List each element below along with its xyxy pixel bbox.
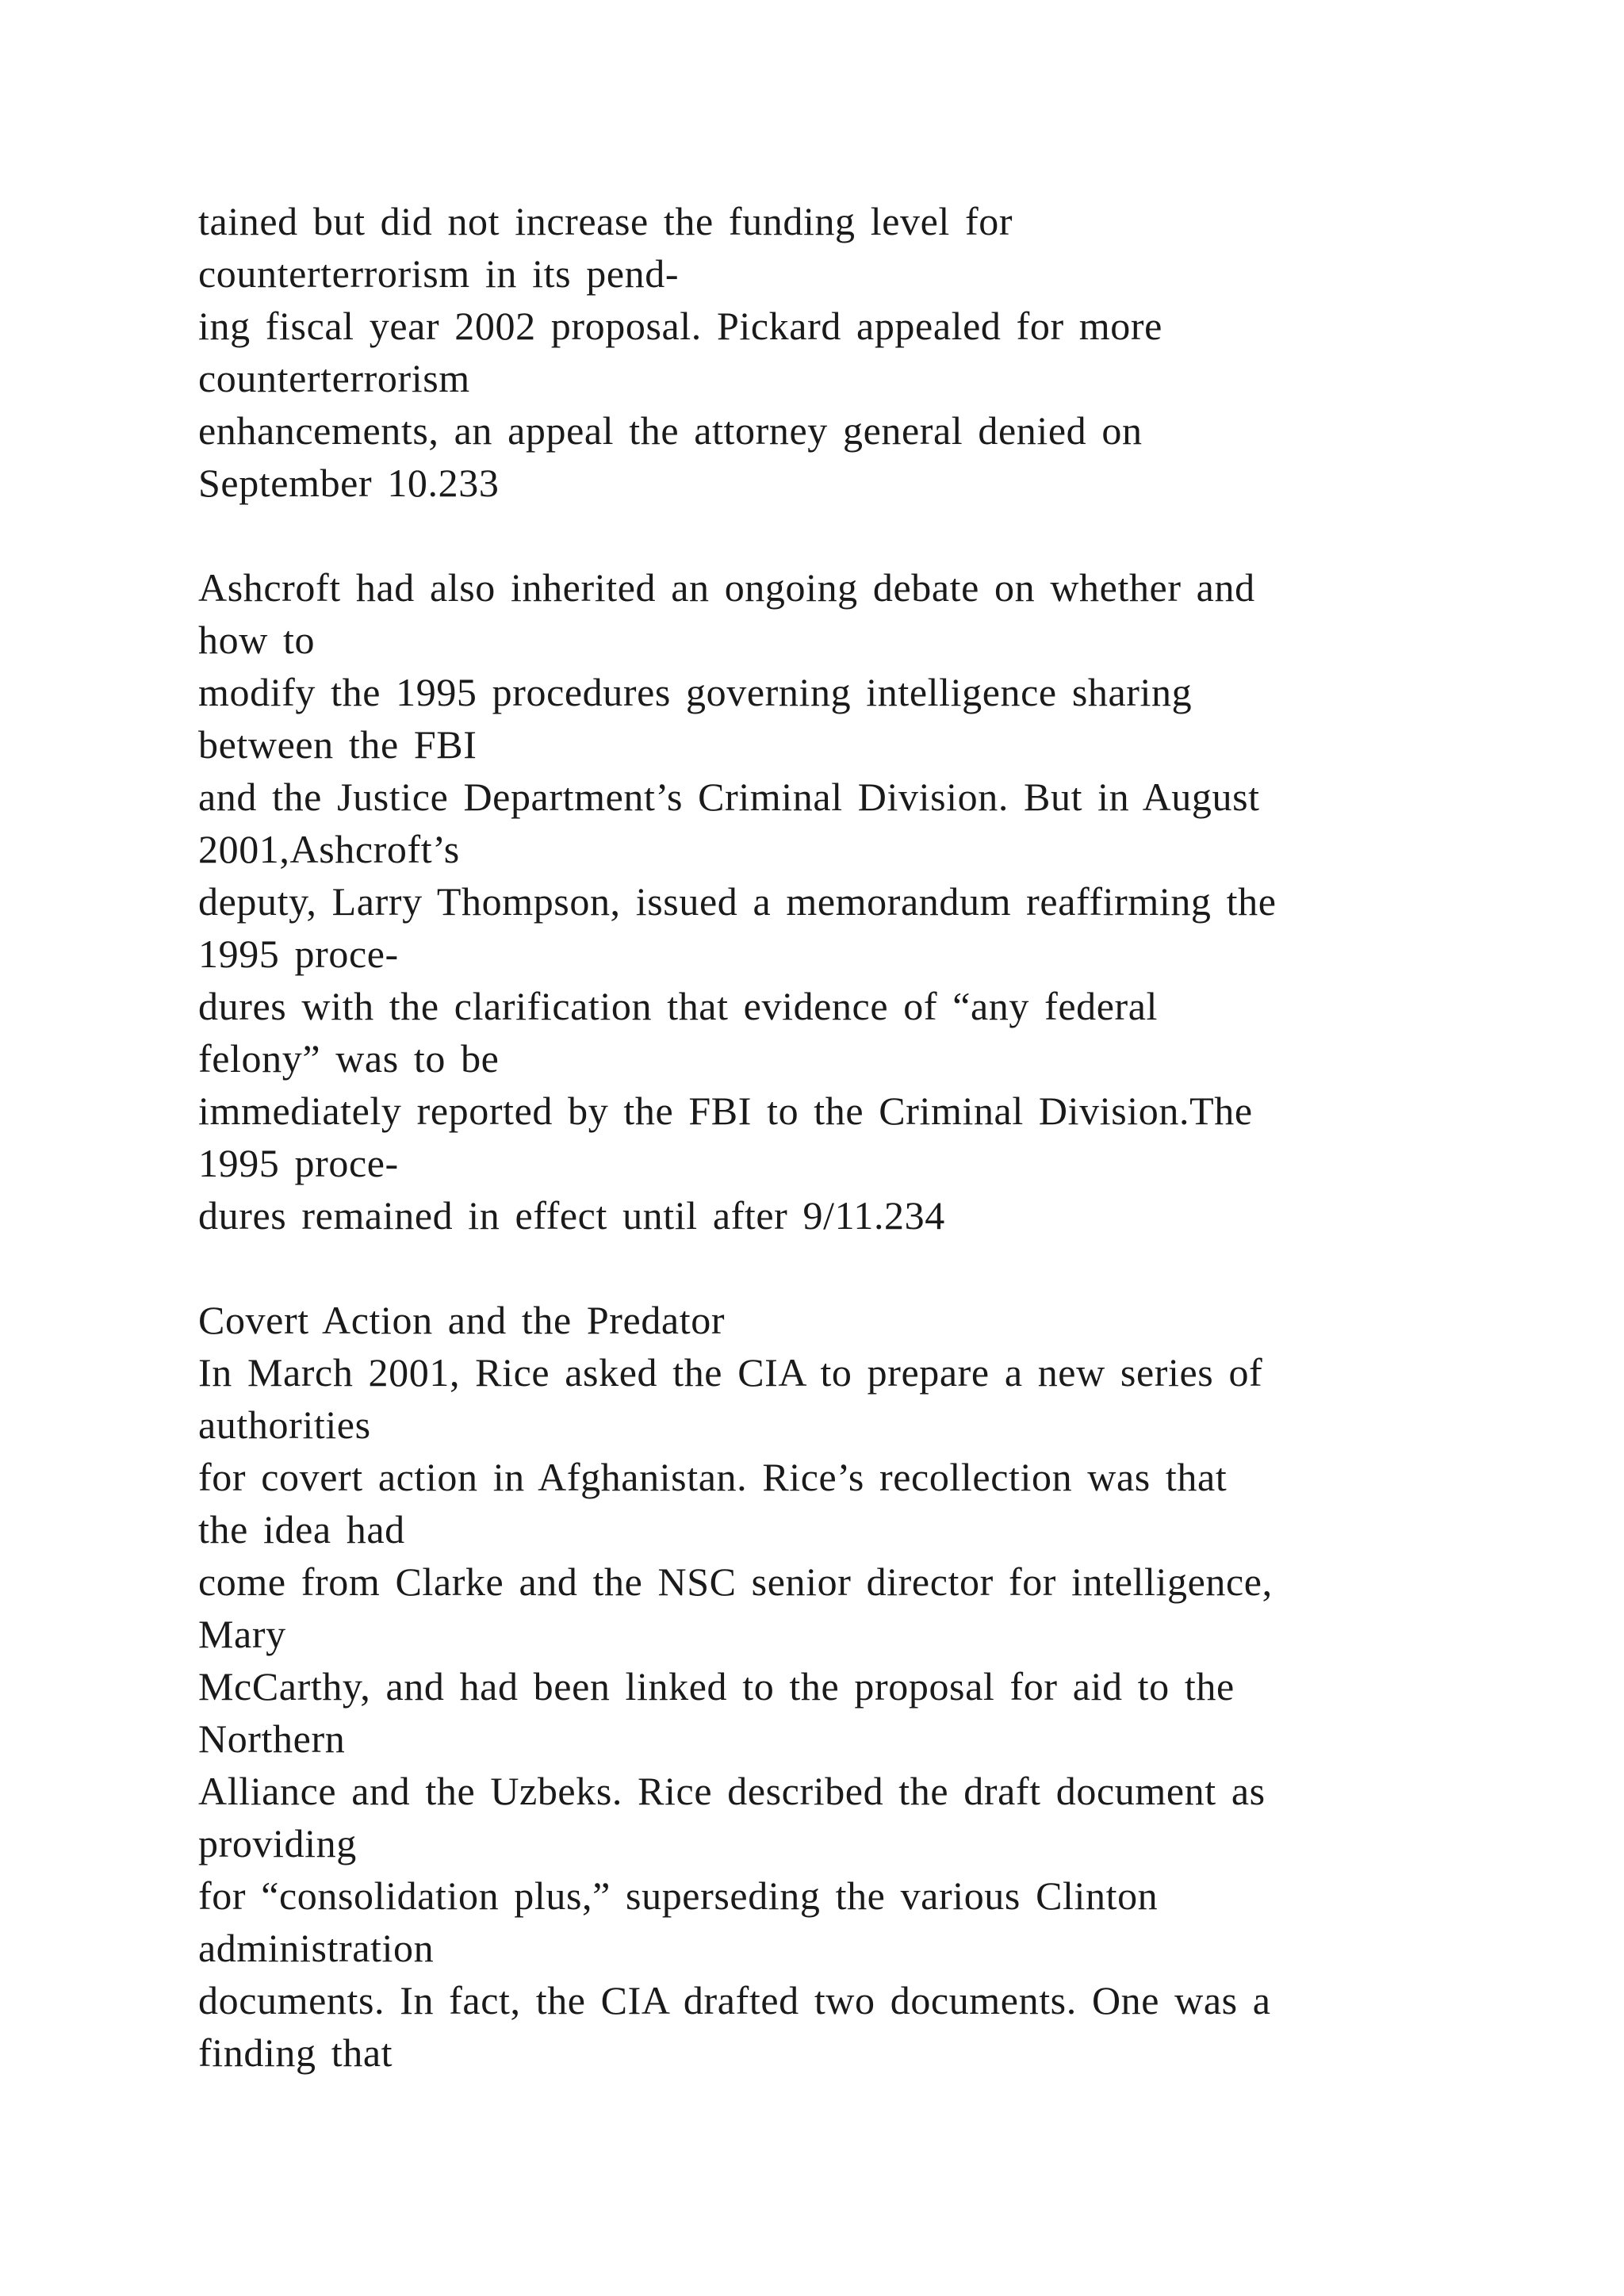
text-line: 1995 proce- [198, 932, 399, 976]
text-line: administration [198, 1926, 435, 1970]
text-line: immediately reported by the FBI to the Criminal Division.The [198, 1089, 1253, 1133]
text-line: 1995 proce- [198, 1141, 399, 1185]
text-line: McCarthy, and had been linked to the proposal for aid to the [198, 1664, 1235, 1709]
text-line: the idea had [198, 1507, 405, 1552]
paragraph-gap [198, 509, 1435, 561]
paragraph [198, 1294, 1435, 2079]
text-line: how to [198, 618, 316, 662]
text-line: dures remained in effect until after 9/11.234 [198, 1193, 945, 1238]
text-line: dures with the clarification that evidence of “any federal [198, 984, 1159, 1028]
text-line: deputy, Larry Thompson, issued a memorandum reaffirming the [198, 879, 1277, 924]
text-line: Northern [198, 1716, 346, 1761]
text-line: In March 2001, Rice asked the CIA to prepare a new series of [198, 1350, 1263, 1395]
text-line: September 10.233 [198, 461, 500, 505]
text-line: finding that [198, 2030, 393, 2075]
text-line: felony” was to be [198, 1036, 500, 1081]
text-line: Alliance and the Uzbeks. Rice described the draft document as [198, 1769, 1266, 1813]
body-text [198, 195, 1435, 2079]
text-line: Ashcroft had also inherited an ongoing debate on whether and [198, 565, 1255, 610]
text-line: authorities [198, 1402, 371, 1447]
text-line: ing fiscal year 2002 proposal. Pickard appealed for more [198, 304, 1162, 348]
text-line: documents. In fact, the CIA drafted two documents. One was a [198, 1978, 1271, 2022]
text-line: tained but did not increase the funding level for [198, 199, 1013, 243]
text-line: 2001,Ashcroft’s [198, 827, 460, 871]
paragraph [198, 561, 1435, 1242]
section-heading: Covert Action and the Predator [198, 1298, 726, 1342]
text-line: Mary [198, 1612, 286, 1656]
text-line: come from Clarke and the NSC senior director for intelligence, [198, 1559, 1273, 1604]
text-line: enhancements, an appeal the attorney general denied on [198, 408, 1143, 453]
text-line: for “consolidation plus,” superseding the various Clinton [198, 1873, 1159, 1918]
text-line: for covert action in Afghanistan. Rice’s recollection was that [198, 1455, 1228, 1499]
paragraph [198, 195, 1435, 509]
text-line: counterterrorism [198, 356, 470, 400]
text-line: and the Justice Department’s Criminal Division. But in August [198, 775, 1260, 819]
paragraph-gap [198, 1242, 1435, 1294]
text-line: providing [198, 1821, 357, 1866]
text-line: modify the 1995 procedures governing intelligence sharing [198, 670, 1193, 714]
text-line: between the FBI [198, 722, 477, 767]
text-line: counterterrorism in its pend- [198, 251, 680, 296]
